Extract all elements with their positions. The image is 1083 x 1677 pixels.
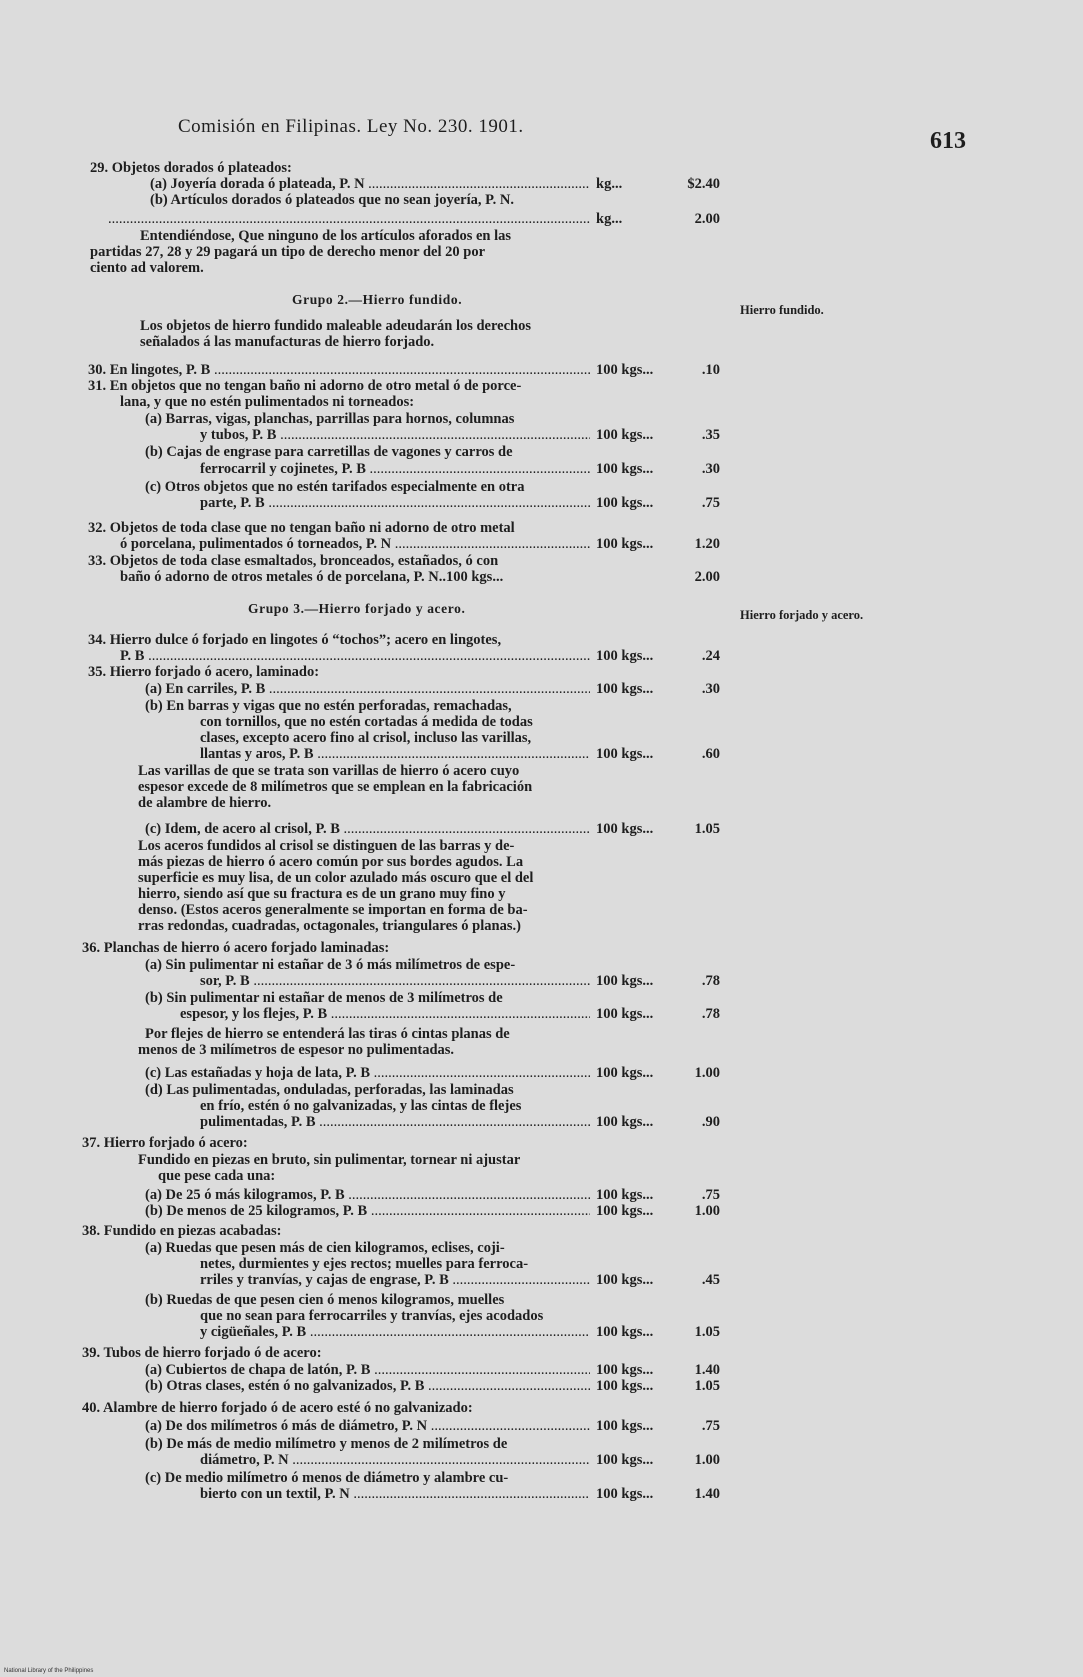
tariff-item-text: (c) Las estañadas y hoja de lata, P. B .....: [145, 1065, 590, 1081]
tariff-item-text: 33. Objetos de toda clase esmaltados, bronceados, estañados, ó con: [88, 553, 499, 569]
tariff-item-text: rriles y tranvías, y cajas de engrase, P. B .....: [200, 1272, 590, 1288]
tariff-item-text: (a) Joyería dorada ó plateada, P. N .....: [150, 176, 590, 192]
tariff-item-text: 35. Hierro forjado ó acero, laminado:: [88, 664, 320, 680]
tariff-rate: 1.40: [694, 1362, 720, 1378]
tariff-item-text: 32. Objetos de toda clase que no tengan baño ni adorno de otro metal: [88, 520, 515, 536]
tariff-item-text: espesor, y los flejes, P. B .....: [180, 1006, 590, 1022]
tariff-rate: .75: [701, 1418, 720, 1434]
tariff-item-text: denso. (Estos aceros generalmente se importan en forma de ba-: [138, 902, 528, 918]
tariff-item-text: menos de 3 milímetros de espesor no pulimentadas.: [138, 1042, 455, 1058]
tariff-item-text: partidas 27, 28 y 29 pagará un tipo de derecho menor del 20 por: [90, 244, 486, 260]
tariff-item-text: pulimentadas, P. B .....: [200, 1114, 590, 1130]
running-header: Comisión en Filipinas. Ley No. 230. 1901.: [178, 116, 524, 137]
tariff-unit: 100 kgs...: [596, 427, 654, 443]
tariff-rate: .24: [701, 648, 720, 664]
tariff-item-text: diámetro, P. N .....: [200, 1452, 590, 1468]
tariff-item-text: (b) Artículos dorados ó plateados que no sean joyería, P. N.: [150, 192, 515, 208]
tariff-unit: 100 kgs...: [596, 1006, 654, 1022]
tariff-item-text: superficie es muy lisa, de un color azulado más oscuro que el del: [138, 870, 534, 886]
tariff-item-text: Las varillas de que se trata son varillas de hierro ó acero cuyo: [138, 763, 520, 779]
tariff-item-text: espesor excede de 8 milímetros que se emplean en la fabricación: [138, 779, 533, 795]
side-note-hierro-fundido: Hierro fundido.: [740, 303, 824, 317]
tariff-unit: 100 kgs...: [596, 1187, 654, 1203]
tariff-item-text: (b) De más de medio milímetro y menos de 2 milímetros de: [145, 1436, 508, 1452]
tariff-item-text: ciento ad valorem.: [90, 260, 204, 276]
tariff-item-text: (a) Sin pulimentar ni estañar de 3 ó más milímetros de espe-: [145, 957, 516, 973]
tariff-item-text: 37. Hierro forjado ó acero:: [82, 1135, 248, 1151]
tariff-item-text: lana, y que no estén pulimentados ni torneados:: [120, 394, 415, 410]
tariff-unit: 100 kgs...: [596, 1272, 654, 1288]
tariff-item-text: 34. Hierro dulce ó forjado en lingotes ó “tochos”; acero en lingotes,: [88, 632, 502, 648]
tariff-unit: 100 kgs...: [596, 648, 654, 664]
tariff-item-text: más piezas de hierro ó acero común por sus bordes agudos. La: [138, 854, 524, 870]
tariff-rate: 1.05: [694, 821, 720, 837]
tariff-item-text: rras redondas, cuadradas, octagonales, triangulares ó planas.): [138, 918, 521, 934]
tariff-unit: 100 kgs...: [596, 1378, 654, 1394]
tariff-unit: 100 kgs...: [596, 973, 654, 989]
tariff-rate: 2.00: [694, 211, 720, 227]
tariff-unit: kg...: [596, 176, 623, 192]
tariff-item-text: (a) En carriles, P. B .....: [145, 681, 590, 697]
tariff-item-text: P. B .....: [120, 648, 590, 664]
tariff-rate: 1.05: [694, 1324, 720, 1340]
tariff-item-text: parte, P. B .....: [200, 495, 590, 511]
tariff-rate: 1.05: [694, 1378, 720, 1394]
tariff-item-text: (c) Otros objetos que no estén tarifados especialmente en otra: [145, 479, 525, 495]
tariff-item-text: (b) Cajas de engrase para carretillas de vagones y carros de: [145, 444, 513, 460]
group-2-heading: Grupo 2.—Hierro fundido.: [292, 292, 463, 307]
tariff-rate: .35: [701, 427, 720, 443]
tariff-item-text: (c) Idem, de acero al crisol, P. B .....: [145, 821, 590, 837]
tariff-item-text: Fundido en piezas en bruto, sin pulimentar, tornear ni ajustar: [138, 1152, 521, 1168]
tariff-item-text: Los objetos de hierro fundido maleable adeudarán los derechos: [140, 318, 531, 334]
tariff-rate: .10: [701, 362, 720, 378]
tariff-unit: 100 kgs...: [596, 536, 654, 552]
tariff-item-text: (a) Barras, vigas, planchas, parrillas para hornos, columnas: [145, 411, 515, 427]
tariff-rate: 1.40: [694, 1486, 720, 1502]
tariff-unit: 100 kgs...: [596, 461, 654, 477]
tariff-rate: .75: [701, 1187, 720, 1203]
tariff-rate: .30: [701, 461, 720, 477]
tariff-item-text: clases, excepto acero fino al crisol, incluso las varillas,: [200, 730, 532, 746]
tariff-item-text: Entendiéndose, Que ninguno de los artículos aforados en las: [140, 228, 512, 244]
tariff-item-text: de alambre de hierro.: [138, 795, 272, 811]
tariff-rate: .45: [701, 1272, 720, 1288]
tariff-item-text: en frío, estén ó no galvanizadas, y las cintas de flejes: [200, 1098, 522, 1114]
tariff-item-text: (a) Ruedas que pesen más de cien kilogramos, eclises, coji-: [145, 1240, 505, 1256]
tariff-unit: 100 kgs...: [596, 1114, 654, 1130]
tariff-unit: 100 kgs...: [596, 1362, 654, 1378]
group-3-heading: Grupo 3.—Hierro forjado y acero.: [248, 601, 466, 616]
tariff-item-text: (b) En barras y vigas que no estén perforadas, remachadas,: [145, 698, 512, 714]
tariff-unit: 100 kgs...: [596, 1065, 654, 1081]
tariff-rate: .90: [701, 1114, 720, 1130]
tariff-unit: 100 kgs...: [596, 1452, 654, 1468]
tariff-item-text: (a) Cubiertos de chapa de latón, P. B .....: [145, 1362, 590, 1378]
tariff-rate: .60: [701, 746, 720, 762]
tariff-unit: 100 kgs...: [596, 1203, 654, 1219]
tariff-item-text: bierto con un textil, P. N .....: [200, 1486, 590, 1502]
tariff-rate: 1.00: [694, 1203, 720, 1219]
tariff-item-text: (b) De menos de 25 kilogramos, P. B .....: [145, 1203, 590, 1219]
tariff-rate: 1.00: [694, 1452, 720, 1468]
tariff-unit: 100 kgs...: [596, 362, 654, 378]
tariff-item-text: 31. En objetos que no tengan baño ni adorno de otro metal ó de porce-: [88, 378, 522, 394]
page-number: 613: [930, 128, 966, 154]
tariff-rate: .30: [701, 681, 720, 697]
tariff-item-text: (b) Sin pulimentar ni estañar de menos de 3 milímetros de: [145, 990, 503, 1006]
tariff-item-text: [108, 211, 590, 227]
tariff-item-text: 39. Tubos de hierro forjado ó de acero:: [82, 1345, 322, 1361]
tariff-unit: 100 kgs...: [596, 746, 654, 762]
tariff-item-text: y cigüeñales, P. B .....: [200, 1324, 590, 1340]
tariff-item-text: netes, durmientes y ejes rectos; muelles para ferroca-: [200, 1256, 529, 1272]
tariff-item-text: (b) Otras clases, estén ó no galvanizados, P. B .....: [145, 1378, 590, 1394]
tariff-item-text: (a) De 25 ó más kilogramos, P. B .....: [145, 1187, 590, 1203]
tariff-unit: 100 kgs...: [596, 495, 654, 511]
tariff-item-text: y tubos, P. B .....: [200, 427, 590, 443]
tariff-rate: .78: [701, 1006, 720, 1022]
tariff-unit: kg...: [596, 211, 623, 227]
tariff-item-text: con tornillos, que no estén cortadas á medida de todas: [200, 714, 533, 730]
tariff-rate: .75: [701, 495, 720, 511]
tariff-item-text: Por flejes de hierro se entenderá las tiras ó cintas planas de: [145, 1026, 510, 1042]
tariff-item-text: hierro, siendo así que su fractura es de un grano muy fino y: [138, 886, 506, 902]
tariff-item-text: Los aceros fundidos al crisol se distinguen de las barras y de-: [138, 838, 515, 854]
tariff-item-text: 40. Alambre de hierro forjado ó de acero esté ó no galvanizado:: [82, 1400, 473, 1416]
tariff-unit: 100 kgs...: [596, 681, 654, 697]
tariff-item-text: que no sean para ferrocarriles y tranvías, ejes acodados: [200, 1308, 544, 1324]
tariff-item-text: (d) Las pulimentadas, onduladas, perforadas, las laminadas: [145, 1082, 514, 1098]
tariff-rate: 2.00: [694, 569, 720, 585]
tariff-item-text: llantas y aros, P. B .....: [200, 746, 590, 762]
tariff-rate: 1.20: [694, 536, 720, 552]
tariff-item-text: 36. Planchas de hierro ó acero forjado laminadas:: [82, 940, 390, 956]
tariff-unit: 100 kgs...: [596, 1486, 654, 1502]
tariff-rate: $2.40: [687, 176, 720, 192]
tariff-item-text: sor, P. B .....: [200, 973, 590, 989]
tariff-item-text: baño ó adorno de otros metales ó de porcelana, P. N..100 kgs...: [120, 569, 504, 585]
tariff-unit: 100 kgs...: [596, 1418, 654, 1434]
tariff-item-text: ferrocarril y cojinetes, P. B .....: [200, 461, 590, 477]
tariff-item-text: señalados á las manufacturas de hierro forjado.: [140, 334, 435, 350]
tariff-item-text: 29. Objetos dorados ó plateados:: [90, 160, 292, 176]
tariff-rate: .78: [701, 973, 720, 989]
tariff-item-text: que pese cada una:: [158, 1168, 276, 1184]
tariff-item-text: 38. Fundido en piezas acabadas:: [82, 1223, 282, 1239]
tariff-item-text: 30. En lingotes, P. B .....: [88, 362, 590, 378]
side-note-hierro-forjado: Hierro forjado y acero.: [740, 608, 864, 622]
tariff-item-text: ó porcelana, pulimentados ó torneados, P. N .....: [120, 536, 590, 552]
tariff-unit: 100 kgs...: [596, 1324, 654, 1340]
tariff-item-text: (a) De dos milímetros ó más de diámetro, P. N .....: [145, 1418, 590, 1434]
tariff-unit: 100 kgs...: [596, 821, 654, 837]
footer-credit: National Library of the Philippines: [4, 1668, 94, 1674]
tariff-item-text: (b) Ruedas de que pesen cien ó menos kilogramos, muelles: [145, 1292, 505, 1308]
tariff-rate: 1.00: [694, 1065, 720, 1081]
tariff-item-text: (c) De medio milímetro ó menos de diámetro y alambre cu-: [145, 1470, 509, 1486]
